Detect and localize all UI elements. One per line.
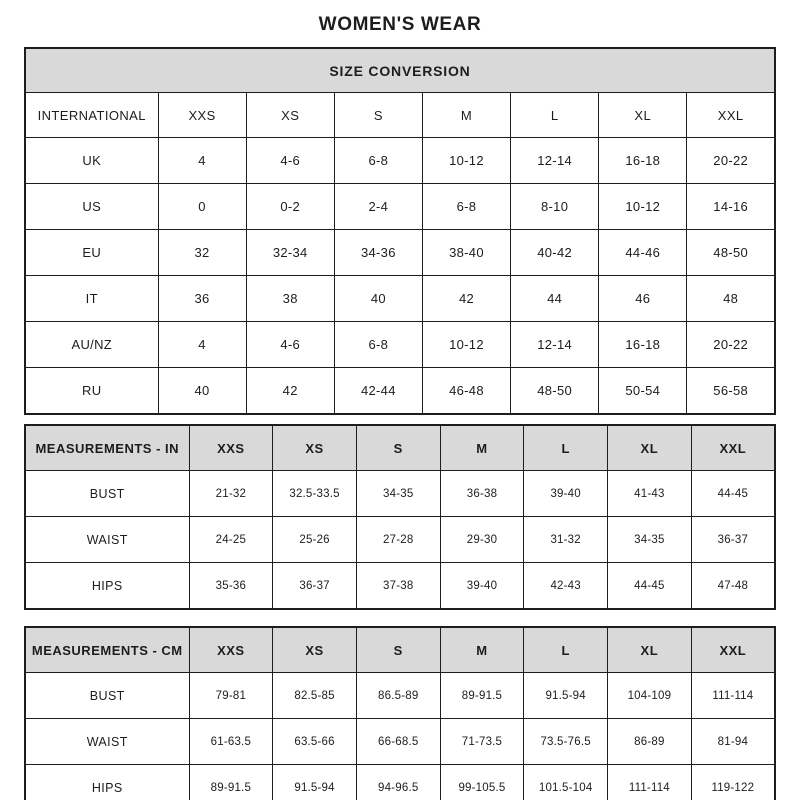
value-cell: 32.5-33.5	[273, 471, 357, 517]
value-cell: 81-94	[691, 719, 775, 765]
row-label: EU	[25, 230, 158, 276]
value-cell: 20-22	[687, 322, 775, 368]
value-cell: 32	[158, 230, 246, 276]
column-header-m: M	[440, 627, 524, 673]
measurements-in-table	[24, 424, 776, 610]
table-row	[25, 765, 775, 800]
value-cell: 36-38	[440, 471, 524, 517]
value-cell: 31-32	[524, 517, 608, 563]
corner-header: INTERNATIONAL	[25, 93, 158, 138]
value-cell: 34-35	[356, 471, 440, 517]
corner-header: MEASUREMENTS - IN	[25, 425, 189, 471]
value-cell: 0-2	[246, 184, 334, 230]
value-cell: 99-105.5	[440, 765, 524, 800]
value-cell: 6-8	[422, 184, 510, 230]
column-header-row	[25, 425, 775, 471]
column-header-l: L	[524, 627, 608, 673]
value-cell: 66-68.5	[356, 719, 440, 765]
column-header-m: M	[440, 425, 524, 471]
table-row	[25, 230, 775, 276]
value-cell: 14-16	[687, 184, 775, 230]
value-cell: 86-89	[608, 719, 692, 765]
page-title: WOMEN'S WEAR	[318, 14, 482, 35]
value-cell: 101.5-104	[524, 765, 608, 800]
value-cell: 82.5-85	[273, 673, 357, 719]
column-header-s: S	[356, 425, 440, 471]
size-conversion-table	[24, 47, 776, 415]
value-cell: 71-73.5	[440, 719, 524, 765]
value-cell: 6-8	[334, 322, 422, 368]
column-header-xxs: XXS	[158, 93, 246, 138]
value-cell: 2-4	[334, 184, 422, 230]
table-row	[25, 276, 775, 322]
column-header-s: S	[356, 627, 440, 673]
value-cell: 40	[158, 368, 246, 415]
value-cell: 4-6	[246, 322, 334, 368]
value-cell: 27-28	[356, 517, 440, 563]
value-cell: 39-40	[440, 563, 524, 610]
value-cell: 25-26	[273, 517, 357, 563]
value-cell: 63.5-66	[273, 719, 357, 765]
table-banner: SIZE CONVERSION	[25, 48, 775, 93]
value-cell: 34-35	[608, 517, 692, 563]
value-cell: 73.5-76.5	[524, 719, 608, 765]
value-cell: 34-36	[334, 230, 422, 276]
value-cell: 104-109	[608, 673, 692, 719]
table-banner-row	[25, 48, 775, 93]
row-label: US	[25, 184, 158, 230]
value-cell: 4	[158, 138, 246, 184]
column-header-xxl: XXL	[687, 93, 775, 138]
column-header-xxs: XXS	[189, 425, 273, 471]
value-cell: 79-81	[189, 673, 273, 719]
table-row	[25, 673, 775, 719]
value-cell: 89-91.5	[189, 765, 273, 800]
value-cell: 0	[158, 184, 246, 230]
value-cell: 10-12	[599, 184, 687, 230]
value-cell: 10-12	[422, 322, 510, 368]
value-cell: 56-58	[687, 368, 775, 415]
column-header-xs: XS	[246, 93, 334, 138]
value-cell: 16-18	[599, 138, 687, 184]
column-header-xs: XS	[273, 627, 357, 673]
column-header-xs: XS	[273, 425, 357, 471]
value-cell: 48-50	[511, 368, 599, 415]
table-row	[25, 322, 775, 368]
column-header-xxl: XXL	[691, 627, 775, 673]
value-cell: 89-91.5	[440, 673, 524, 719]
value-cell: 44-46	[599, 230, 687, 276]
value-cell: 119-122	[691, 765, 775, 800]
column-header-xl: XL	[608, 627, 692, 673]
value-cell: 48-50	[687, 230, 775, 276]
value-cell: 4-6	[246, 138, 334, 184]
value-cell: 61-63.5	[189, 719, 273, 765]
value-cell: 47-48	[691, 563, 775, 610]
column-header-xxl: XXL	[691, 425, 775, 471]
value-cell: 39-40	[524, 471, 608, 517]
row-label: RU	[25, 368, 158, 415]
measurements-cm-table	[24, 626, 776, 800]
value-cell: 41-43	[608, 471, 692, 517]
table-row	[25, 138, 775, 184]
row-label: BUST	[25, 673, 189, 719]
value-cell: 86.5-89	[356, 673, 440, 719]
column-header-l: L	[511, 93, 599, 138]
column-header-row	[25, 93, 775, 138]
table-row	[25, 517, 775, 563]
column-header-row	[25, 627, 775, 673]
column-header-xl: XL	[608, 425, 692, 471]
value-cell: 42	[246, 368, 334, 415]
table-row	[25, 563, 775, 610]
value-cell: 46-48	[422, 368, 510, 415]
row-label: UK	[25, 138, 158, 184]
value-cell: 42	[422, 276, 510, 322]
value-cell: 40	[334, 276, 422, 322]
value-cell: 35-36	[189, 563, 273, 610]
table-row	[25, 719, 775, 765]
value-cell: 38-40	[422, 230, 510, 276]
value-cell: 21-32	[189, 471, 273, 517]
value-cell: 91.5-94	[273, 765, 357, 800]
value-cell: 6-8	[334, 138, 422, 184]
value-cell: 29-30	[440, 517, 524, 563]
value-cell: 36-37	[691, 517, 775, 563]
value-cell: 91.5-94	[524, 673, 608, 719]
value-cell: 36-37	[273, 563, 357, 610]
row-label: AU/NZ	[25, 322, 158, 368]
corner-header: MEASUREMENTS - CM	[25, 627, 189, 673]
value-cell: 50-54	[599, 368, 687, 415]
table-row	[25, 368, 775, 415]
value-cell: 20-22	[687, 138, 775, 184]
value-cell: 12-14	[511, 322, 599, 368]
value-cell: 111-114	[608, 765, 692, 800]
value-cell: 36	[158, 276, 246, 322]
value-cell: 10-12	[422, 138, 510, 184]
value-cell: 44-45	[691, 471, 775, 517]
value-cell: 46	[599, 276, 687, 322]
value-cell: 48	[687, 276, 775, 322]
row-label: BUST	[25, 471, 189, 517]
row-label: HIPS	[25, 563, 189, 610]
value-cell: 12-14	[511, 138, 599, 184]
row-label: WAIST	[25, 719, 189, 765]
row-label: IT	[25, 276, 158, 322]
value-cell: 16-18	[599, 322, 687, 368]
value-cell: 44	[511, 276, 599, 322]
value-cell: 4	[158, 322, 246, 368]
value-cell: 8-10	[511, 184, 599, 230]
value-cell: 40-42	[511, 230, 599, 276]
column-header-xxs: XXS	[189, 627, 273, 673]
column-header-xl: XL	[599, 93, 687, 138]
row-label: HIPS	[25, 765, 189, 800]
value-cell: 42-43	[524, 563, 608, 610]
row-label: WAIST	[25, 517, 189, 563]
value-cell: 111-114	[691, 673, 775, 719]
value-cell: 42-44	[334, 368, 422, 415]
value-cell: 32-34	[246, 230, 334, 276]
table-row	[25, 471, 775, 517]
value-cell: 37-38	[356, 563, 440, 610]
column-header-l: L	[524, 425, 608, 471]
value-cell: 44-45	[608, 563, 692, 610]
value-cell: 24-25	[189, 517, 273, 563]
column-header-s: S	[334, 93, 422, 138]
value-cell: 94-96.5	[356, 765, 440, 800]
value-cell: 38	[246, 276, 334, 322]
column-header-m: M	[422, 93, 510, 138]
table-row	[25, 184, 775, 230]
